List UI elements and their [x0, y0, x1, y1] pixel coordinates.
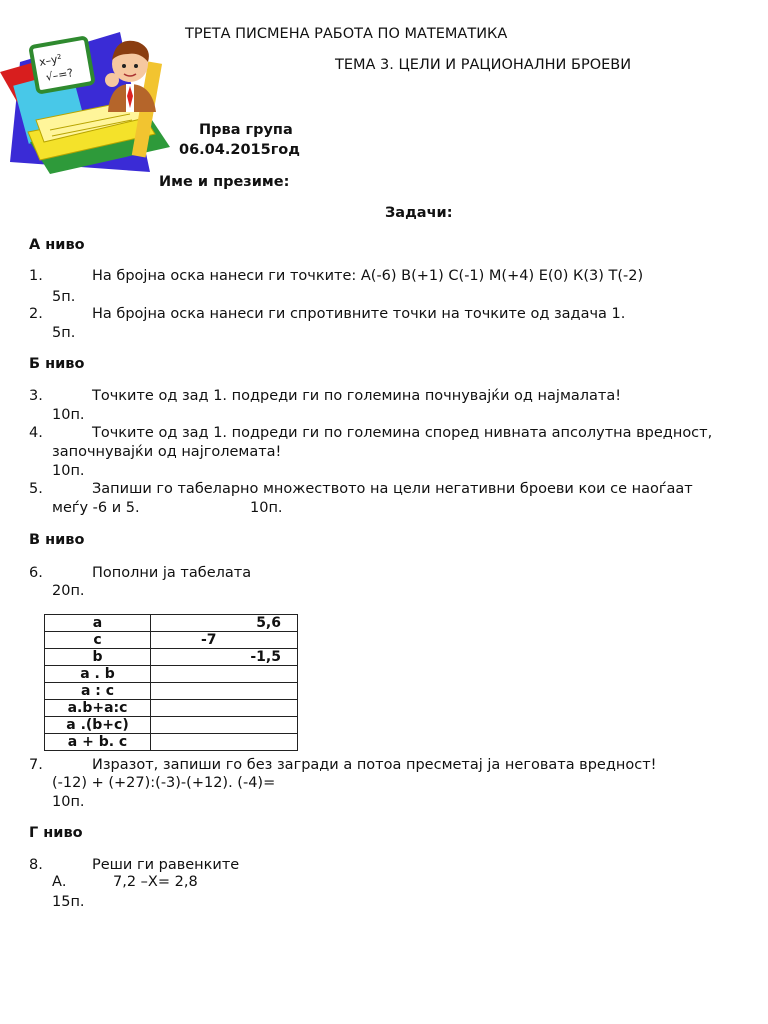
- table-row: [45, 666, 298, 683]
- table-value-cell[interactable]: 5,6: [151, 615, 298, 632]
- task-points: 5п.: [52, 289, 76, 305]
- table-row: [45, 632, 298, 649]
- level-b-heading: Б ниво: [29, 356, 85, 372]
- level-a-heading: А ниво: [29, 237, 85, 253]
- task-number: 2.: [29, 306, 43, 322]
- task-text: Изразот, запиши го без загради а потоа пресметај ја неговата вредност!: [92, 757, 657, 773]
- task-points: 10п.: [250, 500, 283, 516]
- table-key-cell: a + b. c: [45, 734, 151, 751]
- task-number: 3.: [29, 388, 43, 404]
- table-row: [45, 700, 298, 717]
- task-text: На бројна оска нанеси ги точките: А(-6) В(+1) С(-1) М(+4) Е(0) К(3) Т(-2): [92, 268, 644, 284]
- table-value-cell[interactable]: -7: [151, 632, 298, 649]
- document-topic: ТЕМА 3. ЦЕЛИ И РАЦИОНАЛНИ БРОЕВИ: [335, 57, 632, 73]
- values-table: [44, 614, 298, 751]
- task-number: 7.: [29, 757, 43, 773]
- task-text-continued: меѓу -6 и 5.: [52, 500, 140, 516]
- table-value-cell[interactable]: [151, 717, 298, 734]
- table-row: [45, 717, 298, 734]
- task-points: 15п.: [52, 894, 85, 910]
- level-v-heading: В ниво: [29, 532, 85, 548]
- table-row: [45, 734, 298, 751]
- table-value-cell[interactable]: [151, 734, 298, 751]
- document-title: ТРЕТА ПИСМЕНА РАБОТА ПО МАТЕМАТИКА: [185, 26, 508, 42]
- table-key-cell: a . b: [45, 666, 151, 683]
- task-text: Точките од зад 1. подреди ги по големина според нивната апсолутна вредност,: [92, 425, 713, 441]
- table-value-cell[interactable]: -1,5: [151, 649, 298, 666]
- name-label: Име и презиме:: [159, 174, 290, 190]
- task-number: 5.: [29, 481, 43, 497]
- task-number: 4.: [29, 425, 43, 441]
- task-points: 5п.: [52, 325, 76, 341]
- table-value-cell[interactable]: [151, 666, 298, 683]
- task-points: 10п.: [52, 463, 85, 479]
- equation-label: А.: [52, 874, 67, 890]
- task-number: 1.: [29, 268, 43, 284]
- task-number: 6.: [29, 565, 43, 581]
- table-key-cell: a.b+a:c: [45, 700, 151, 717]
- table-value-cell[interactable]: [151, 700, 298, 717]
- task-text: Запиши го табеларно множеството на цели негативни броеви кои се наоѓаат: [92, 481, 693, 497]
- student-clipart: [0, 22, 190, 187]
- equation-text: 7,2 –Х= 2,8: [113, 874, 198, 890]
- tasks-heading: Задачи:: [385, 205, 453, 221]
- table-key-cell: a : c: [45, 683, 151, 700]
- level-g-heading: Г ниво: [29, 825, 83, 841]
- table-key-cell: a: [45, 615, 151, 632]
- task-points: 10п.: [52, 794, 85, 810]
- task-text: Реши ги равенките: [92, 857, 240, 873]
- board-text-1: x–y²: [38, 52, 63, 69]
- table-key-cell: b: [45, 649, 151, 666]
- task-points: 10п.: [52, 407, 85, 423]
- task-text: Пополни ја табелата: [92, 565, 252, 581]
- exam-date: 06.04.2015год: [179, 142, 300, 158]
- table-row: [45, 649, 298, 666]
- table-key-cell: a .(b+c): [45, 717, 151, 734]
- group-label: Прва група: [199, 122, 293, 138]
- task-number: 8.: [29, 857, 43, 873]
- board-text-2: √–=?: [44, 66, 75, 84]
- table-key-cell: c: [45, 632, 151, 649]
- task-points: 20п.: [52, 583, 85, 599]
- task-expression: (-12) + (+27):(-3)-(+12). (-4)=: [52, 775, 276, 791]
- task-text: Точките од зад 1. подреди ги по големина почнувајќи од најмалата!: [92, 388, 622, 404]
- table-row: [45, 615, 298, 632]
- table-value-cell[interactable]: [151, 683, 298, 700]
- task-text: На бројна оска нанеси ги спротивните точки на точките од задача 1.: [92, 306, 626, 322]
- task-text-continued: започнувајќи од најголемата!: [52, 444, 282, 460]
- table-row: [45, 683, 298, 700]
